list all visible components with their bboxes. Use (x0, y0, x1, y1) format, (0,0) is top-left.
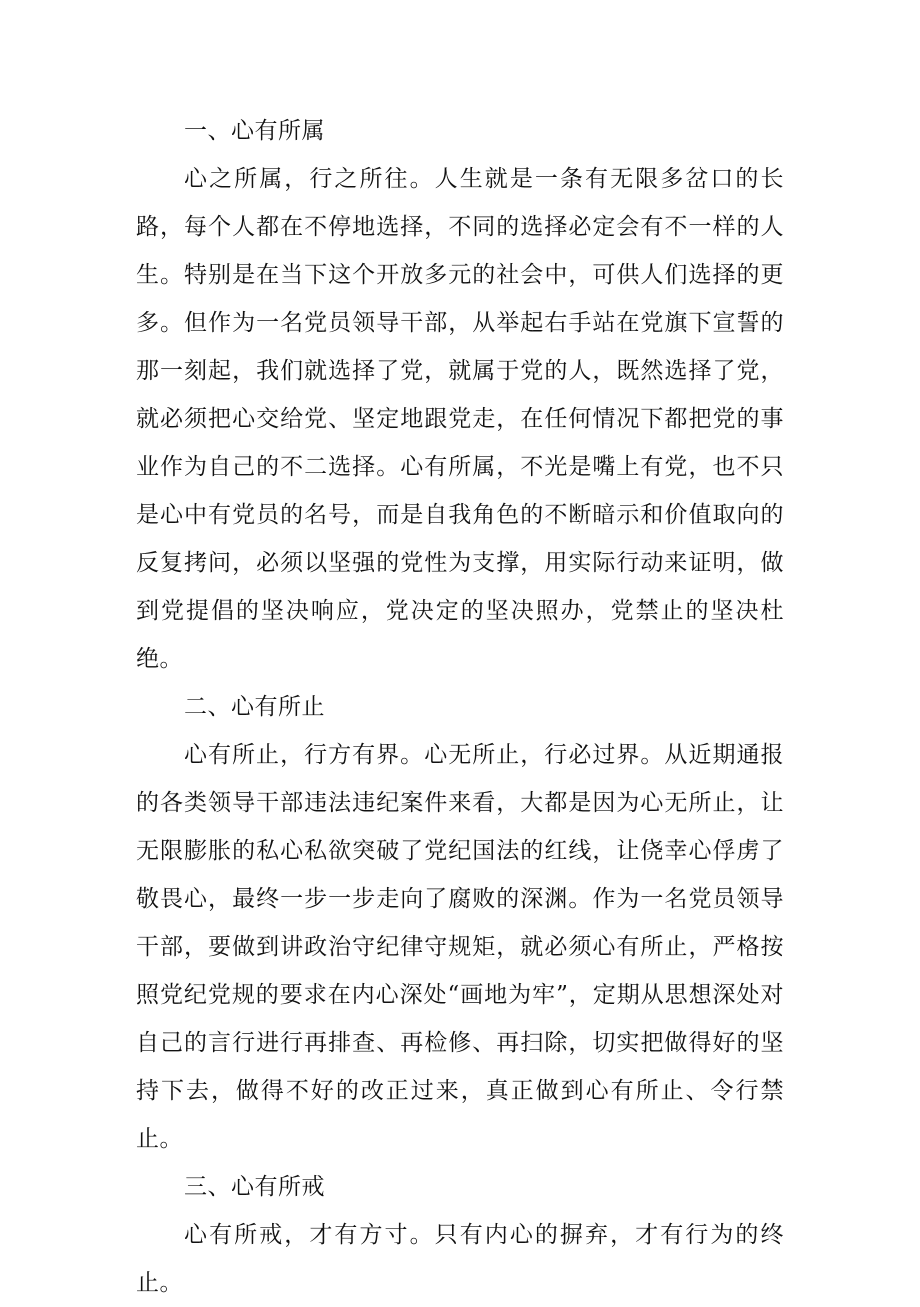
section-heading-3: 三、心有所戒 (184, 1174, 325, 1200)
section-paragraph-2: 心有所止，行方有界。心无所止，行必过界。从近期通报的各类领导干部违法违纪案件来看，大都是因为心无所止，让无限膨胀的私心私欲突破了党纪国法的红线，让侥幸心俘虏了敬畏心，最终一步一步走向了腐败的深渊。作为一名党员领导干部，要做到讲政治守纪律守规矩，就必须心有所止，严格按照党纪党规的要求在内心深处“画地为牢”，定期从思想深处对自己的言行进行再排查、再检修、再扫除，切实把做得好的坚持下去，做得不好的改正过来，真正做到心有所止、令行禁止。 (136, 742, 784, 1152)
section-heading-2: 二、心有所止 (184, 694, 325, 720)
document-body (136, 107, 784, 1307)
section-paragraph-1: 心之所属，行之所往。人生就是一条有无限多岔口的长路，每个人都在不停地选择，不同的选择必定会有不一样的人生。特别是在当下这个开放多元的社会中，可供人们选择的更多。但作为一名党员领导干部，从举起右手站在党旗下宣誓的那一刻起，我们就选择了党，就属于党的人，既然选择了党，就必须把心交给党、坚定地跟党走，在任何情况下都把党的事业作为自己的不二选择。心有所属，不光是嘴上有党，也不只是心中有党员的名号，而是自我角色的不断暗示和价值取向的反复拷问，必须以坚强的党性为支撑，用实际行动来证明，做到党提倡的坚决响应，党决定的坚决照办，党禁止的坚决杜绝。 (136, 166, 784, 672)
section-paragraph-3: 心有所戒，才有方寸。只有内心的摒弃，才有行为的终止。 (136, 1222, 784, 1296)
section-heading-1: 一、心有所属 (184, 118, 325, 144)
